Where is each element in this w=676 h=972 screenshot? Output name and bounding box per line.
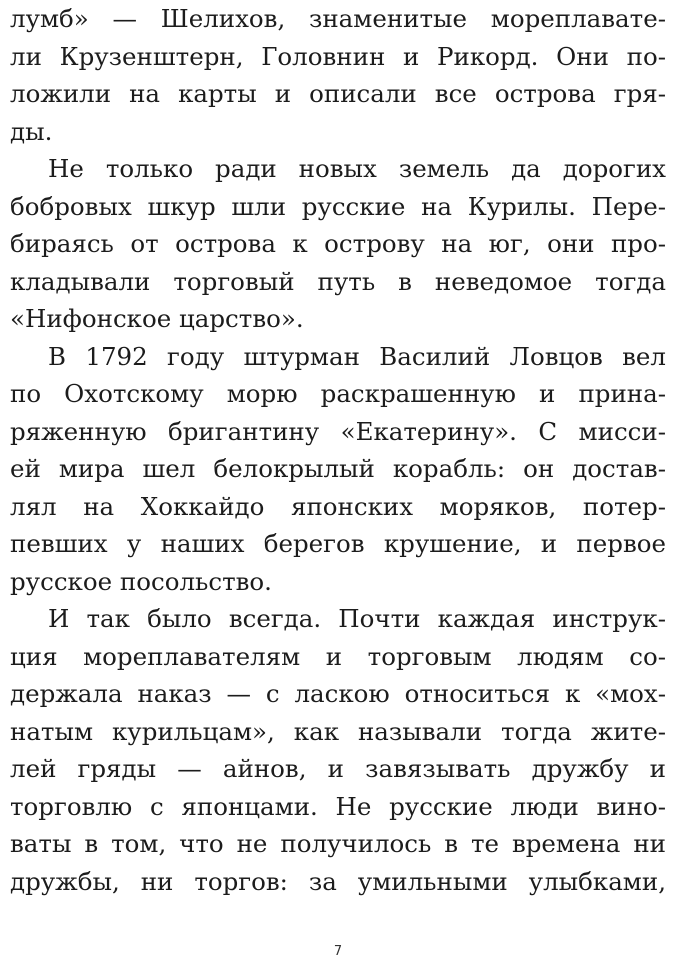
body-text xyxy=(10,0,666,900)
text-line: лей гряды — айнов, и завязывать дружбу и xyxy=(10,754,666,783)
text-line: русское посольство. xyxy=(10,566,272,596)
text-line: кладывали торговый путь в неведомое тогда xyxy=(10,266,666,296)
text-line: бобровых шкур шли русские на Курилы. Пере- xyxy=(10,191,666,221)
text-line: дружбы, ни торгов: за умильными улыбками, xyxy=(10,866,666,896)
text-line: И так было всегда. Почти каждая инструк- xyxy=(48,604,666,633)
text-line: бираясь от острова к острову на юг, они про- xyxy=(10,229,666,258)
page-number: 7 xyxy=(333,944,343,959)
text-line: ряженную бригантину «Екатерину». С мисси- xyxy=(10,416,666,446)
text-line: ли Крузенштерн, Головнин и Рикорд. Они по- xyxy=(10,41,666,71)
text-line: ды. xyxy=(10,116,53,146)
text-line: ция мореплавателям и торговым людям со- xyxy=(10,641,666,671)
text-line: певших у наших берегов крушение, и первое xyxy=(10,529,666,558)
text-line: Не только ради новых земель да дорогих xyxy=(48,154,666,183)
text-line: торговлю с японцами. Не русские люди вино- xyxy=(10,791,666,821)
text-line: ложили на карты и описали все острова гря- xyxy=(10,79,666,108)
text-line: лумб» — Шелихов, знаменитые мореплавате- xyxy=(10,4,666,33)
text-line: лял на Хоккайдо японских моряков, потер- xyxy=(10,491,666,521)
text-line: держала наказ — с ласкою относиться к «мох- xyxy=(10,679,666,708)
text-line: ей мира шел белокрылый корабль: он достав- xyxy=(10,454,666,483)
text-line: «Нифонское царство». xyxy=(10,304,304,333)
text-line: по Охотскому морю раскрашенную и прина- xyxy=(10,379,666,408)
text-line: натым курильцам», как называли тогда жите- xyxy=(10,716,666,746)
text-line: ваты в том, что не получилось в те времена ни xyxy=(10,829,666,858)
text-line: В 1792 году штурман Василий Ловцов вел xyxy=(48,341,666,371)
